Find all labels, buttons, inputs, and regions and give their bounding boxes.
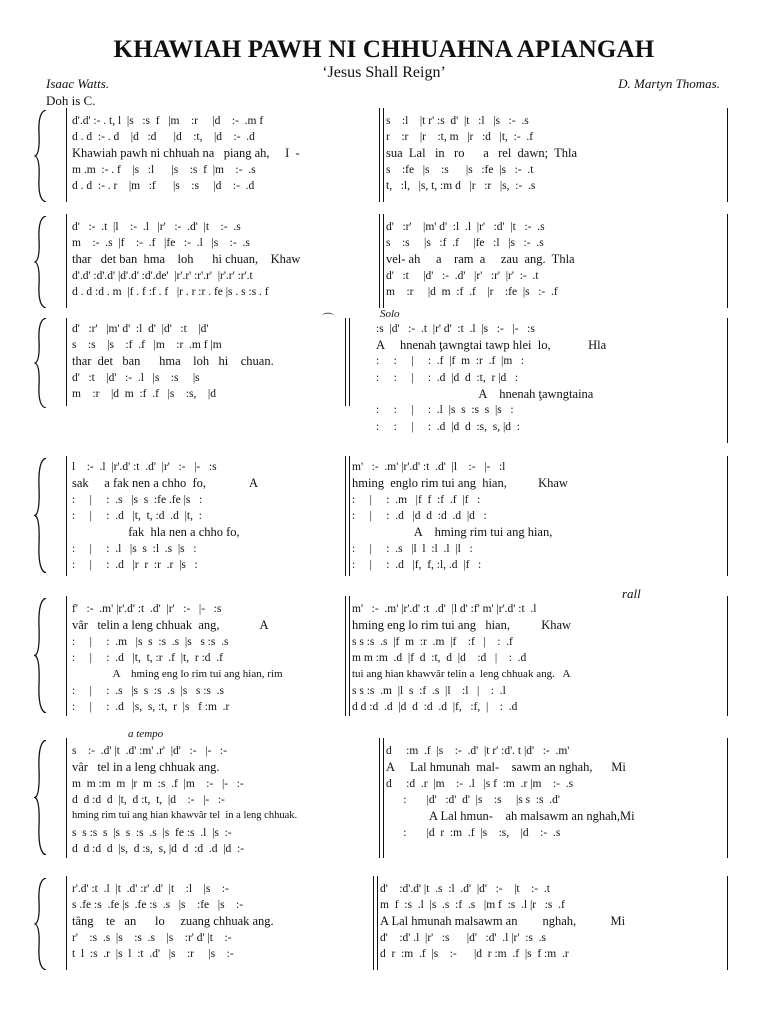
soprano-row: d :m .f |s :- .d' |t r' :d'. t |d' :- .m'	[386, 745, 570, 757]
double-barline	[345, 456, 350, 576]
soprano-row: f' :- .m' |r'.d' :t .d' |r' :- |- :s	[72, 603, 222, 615]
a-tempo-marking: a tempo	[128, 728, 164, 740]
solo-marking: Solo	[380, 308, 400, 320]
tenor-row: d d :d d |t, d :t, t, |d :- |- :-	[72, 794, 225, 806]
alto-row: s .fe :s .fe |s .fe :s .s |s :fe |s :-	[72, 899, 244, 911]
lyric-row: fak hla nen a chho fo,	[72, 525, 240, 539]
lyric-row: hming rim tui ang hian khawvâr tel in a leng chhuak.	[72, 810, 298, 821]
hymn-title: KHAWIAH PAWH NI CHHUAHNA APIANGAH	[113, 36, 655, 63]
double-barline	[373, 876, 378, 970]
system-5	[0, 584, 768, 724]
alto-row: m f :s .l |s .s :f .s |m f :s .l |r :s .f	[380, 899, 565, 911]
bass-row: t, :l, |s, t, :m d |r :r |s, :- .s	[386, 180, 536, 192]
barline	[66, 108, 67, 202]
tenor-row: : | : .s |s s :s .s |s s :s .s	[72, 685, 224, 697]
barline	[66, 596, 67, 716]
bass-row: d d :d d |s, d :s, s, |d d :d .d |d :-	[72, 843, 245, 855]
alto-row: : | : .d |t, t, :d .d |t, :	[72, 510, 202, 522]
tenor-row: : | : .s |l l :l .l |l :	[352, 543, 473, 555]
barline	[727, 456, 728, 576]
barline	[66, 214, 67, 308]
lyric-row: thar det ban hma loh hi chuan.	[72, 354, 274, 368]
bass-row: : | : .d |f, f, :l, .d |f :	[352, 559, 482, 571]
solo-row: :s |d' :- .t |r' d' :t .l |s :- |- :s	[376, 323, 535, 335]
bass-row: m :r |d m :f .f |r :fe |s :- .f	[386, 286, 558, 298]
bass-row: d r :m .f |s :- |d r :m .f |s f :m .r	[380, 948, 569, 960]
double-barline	[345, 596, 350, 716]
lyric-row: tui ang hian khawvâr telin a leng chhuak ang. A	[352, 668, 571, 680]
barline	[727, 596, 728, 716]
tenor-row: s :fe |s :s |s :fe |s :- .t	[386, 164, 534, 176]
brace	[34, 878, 48, 970]
system-3	[0, 308, 768, 448]
brace	[34, 110, 48, 202]
lyric-row: sak a fak nen a chho fo, A	[72, 476, 259, 490]
double-barline	[379, 108, 384, 202]
lyric-row: A hming eng lo rim tui ang hian, rim	[72, 668, 283, 680]
bass-row: t l :s .r |s l :t .d' |s :r |s :-	[72, 948, 234, 960]
lyric-row: Khawiah pawh ni chhuah na piang ah, I -	[72, 146, 306, 160]
brace	[34, 740, 48, 855]
tenor-row: s s :s .m |l s :f .s |l :l | : .l	[352, 685, 506, 697]
alto-row: m m :m .d |f d :t, d |d :d | : .d	[352, 652, 527, 664]
soprano-row: d' :- .t |l :- .l |r' :- .d' |t :- .s	[72, 221, 250, 233]
alto-row: m m :m m |r m :s .f |m :- |- :-	[72, 778, 244, 790]
barline	[66, 738, 67, 858]
alto-row: s :s |s :f .f |fe :l |s :- .s	[386, 237, 544, 249]
barline	[66, 456, 67, 576]
tenor-row: : | : .l |s s :l .s |s :	[72, 543, 197, 555]
system-1	[0, 106, 768, 206]
alto-row: s s :s .s |f m :r .m |f :f | : .f	[352, 636, 513, 648]
barline	[727, 318, 728, 443]
solo-lyric-row: A hnenah ţawngtai tawp hlei lo, Hla	[376, 338, 607, 352]
tenor-row: m .m :- . f |s :l |s :s f |m :- .s	[72, 164, 270, 176]
tenor-row: : : | : .l |s s :s s |s :	[376, 404, 514, 416]
lyric-row: vâr tel in a leng chhuak ang.	[72, 760, 220, 774]
hymn-subtitle: ‘Jesus Shall Reign’	[322, 64, 446, 81]
brace	[34, 598, 48, 713]
system-6	[0, 726, 768, 866]
alto-row: d :d .r |m :- .l |s f :m .r |m :- .s	[386, 778, 574, 790]
soprano-row: m' :- .m' |r'.d' :t .d' |l d' :f' m' |r'.d' :t .l	[352, 603, 537, 615]
bass-row: : | : .d |r r :r .r |s :	[72, 559, 198, 571]
brace	[34, 458, 48, 573]
alto-row: : | : .s |s s :fe .fe |s :	[72, 494, 203, 506]
alto-row: : : | : .d |d d :t, r |d :	[376, 372, 519, 384]
barline	[727, 876, 728, 970]
soprano-row: s :- .d' |t .d' :m' .r' |d' :- |- :-	[72, 745, 227, 757]
alto-row: : | : .m |s s :s .s |s s :s .s	[72, 636, 229, 648]
lyric-row: tâng te an lo zuang chhuak ang.	[72, 914, 274, 928]
tenor-row: d' :t |d' :- .l |s :s |s	[72, 372, 209, 384]
soprano-row: l :- .l |r'.d' :t .d' |r' :- |- :s	[72, 461, 217, 473]
bass-row: m :r |d m :f .f |s :s, |d	[72, 388, 225, 400]
bass-row: d . d :- . r |m :f |s :s |d :- .d	[72, 180, 269, 192]
bass-row: d d :d .d |d d :d .d |f, :f, | : .d	[352, 701, 518, 713]
tenor-row: : |d' :d' d' |s :s |s s :s .d'	[386, 794, 560, 806]
bass-row: : : | : .d |d d :s, s, |d :	[376, 421, 520, 433]
lyric-row: thar det ban hma loh hi chuan, Khaw	[72, 252, 301, 266]
soprano-row: d' :r' |m' d' :l .l |r' :d' |t :- .s	[386, 221, 545, 233]
lyric-row: hming englo rim tui ang hian, Khaw	[352, 476, 568, 490]
fermata-icon: ⌒	[322, 312, 335, 326]
key-signature: Doh is C.	[46, 93, 96, 108]
alto-row: : | : .m |f f :f .f |f :	[352, 494, 481, 506]
rall-marking: rall	[622, 586, 641, 601]
alto-row: : | : .d |t, t, :r .f |t, r :d .f	[72, 652, 223, 664]
barline	[66, 876, 67, 970]
lyric-row: A hnenah ţawngtaina	[376, 387, 594, 401]
double-barline	[345, 318, 350, 406]
barline	[727, 738, 728, 858]
lyric-row: vel- ah a ram a zau ang. Thla	[386, 252, 575, 266]
barline	[727, 214, 728, 308]
soprano-row: d' :d'.d' |t .s :l .d' |d' :- |t :- .t	[380, 883, 550, 895]
system-2	[0, 212, 768, 312]
alto-row: r :r |r :t, m |r :d |t, :- .f	[386, 131, 534, 143]
tenor-row: s s :s s |s s :s .s |s fe :s .l |s :-	[72, 827, 232, 839]
alto-row: d . d :- . d |d :d |d :t, |d :- .d	[72, 131, 270, 143]
tenor-row: d'.d' :d'.d' |d'.d' :d'.de' |r'.r' :r'.r' |r'.r' :r'.t	[72, 270, 262, 282]
lyric-row: A Lal hmunah mal- sawm an nghah, Mi	[386, 760, 626, 774]
lyric-row: A Lal hmun- ah malsawm an nghah,Mi	[386, 809, 635, 823]
brace	[34, 318, 48, 408]
bass-row: : | : .d |s, s, :t, r |s f :m .r	[72, 701, 230, 713]
lyric-row: hming eng lo rim tui ang hian, Khaw	[352, 618, 572, 632]
tenor-row: r' :s .s |s :s .s |s :r' d' |t :-	[72, 932, 232, 944]
lyric-row: sua Lal in ro a rel dawn; Thla	[386, 146, 578, 160]
alto-row: s :s |s :f .f |m :r .m f |m	[72, 339, 231, 351]
lyric-row: A hming rim tui ang hian,	[352, 525, 553, 539]
soprano-row: d' :r' |m' d' :l d' |d' :t |d'	[72, 323, 218, 335]
soprano-row: m' :- .m' |r'.d' :t .d' |l :- |- :l	[352, 461, 506, 473]
barline	[66, 318, 67, 406]
tenor-row: d' :d' .l |r' :s |d' :d' .l |r' :s .s	[380, 932, 546, 944]
lyric-row: vâr telin a leng chhuak ang, A	[72, 618, 269, 632]
lyricist: Isaac Watts.	[46, 76, 110, 91]
alto-row: m :- .s |f :- .f |fe :- .l |s :- .s	[72, 237, 259, 249]
soprano-row: d'.d' :- . t, l |s :s f |m :r |d :- .m f	[72, 115, 269, 127]
alto-row: : | : .d |d d :d .d |d :	[352, 510, 487, 522]
soprano-row: r'.d' :t .l |t .d' :r' .d' |t :l |s :-	[72, 883, 229, 895]
brace	[34, 216, 48, 308]
alto-row: : : | : .f |f m :r .f |m :	[376, 355, 525, 367]
tenor-row: d' :t |d' :- .d' |r' :r' |r' :- .t	[386, 270, 539, 282]
soprano-row: s :l |t r' :s d' |t :l |s :- .s	[386, 115, 529, 127]
double-barline	[379, 214, 384, 308]
barline	[727, 108, 728, 202]
system-4	[0, 452, 768, 582]
bass-row: : |d r :m .f |s :s, |d :- .s	[386, 827, 561, 839]
lyric-row: A Lal hmunah malsawm an nghah, Mi	[380, 914, 626, 928]
composer: D. Martyn Thomas.	[618, 76, 720, 91]
bass-row: d . d :d . m |f . f :f . f |r . r :r . fe |s . s :s . f	[72, 286, 275, 298]
double-barline	[379, 738, 384, 858]
system-7	[0, 874, 768, 974]
